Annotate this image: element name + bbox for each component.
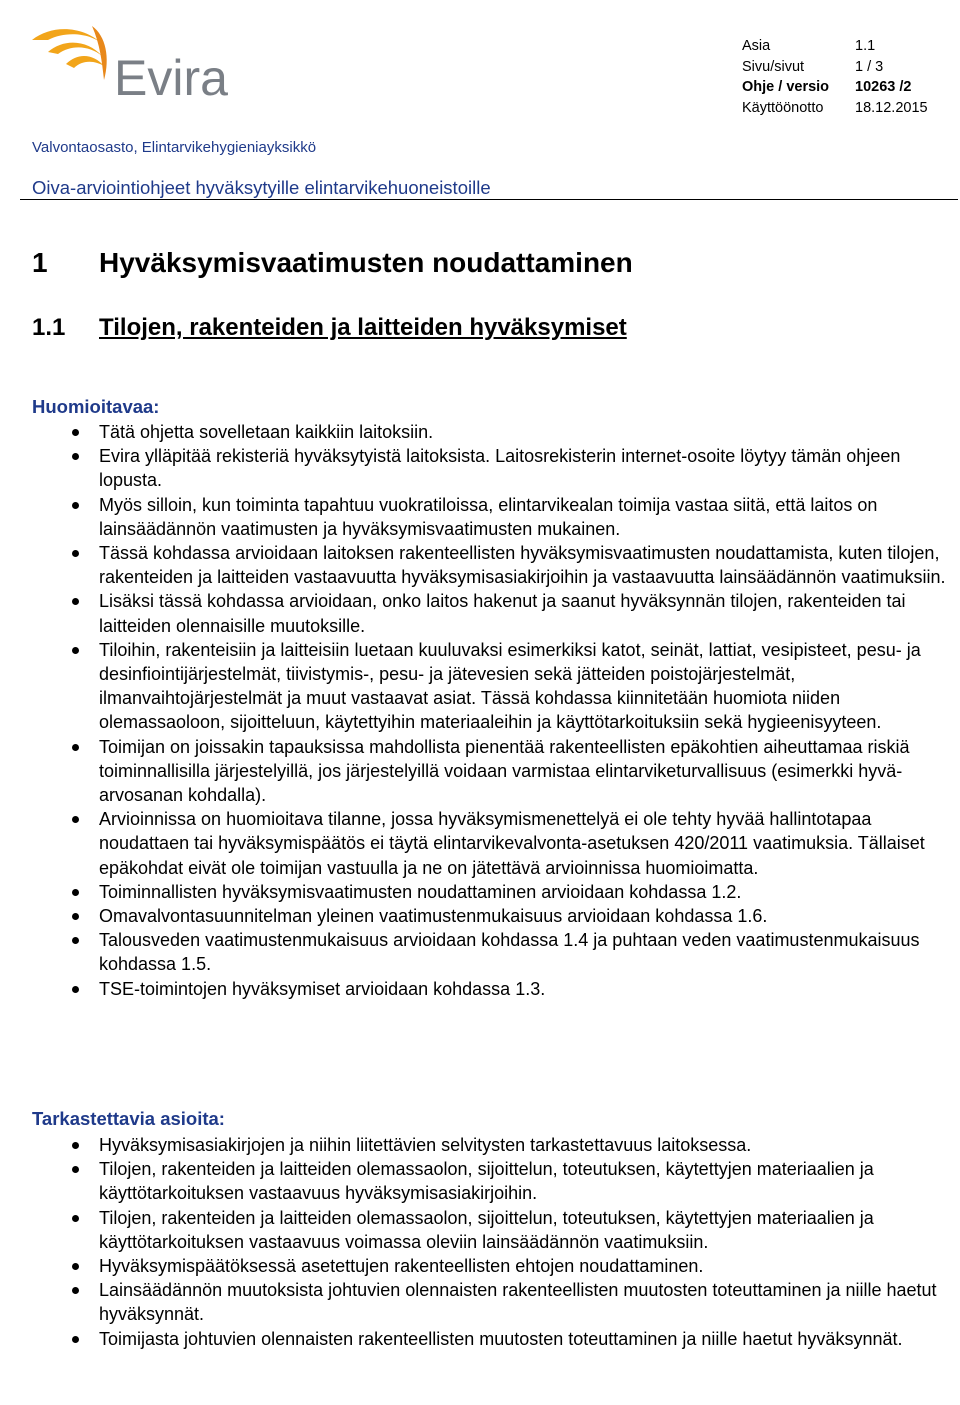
logo-wordmark: Evira: [114, 50, 228, 102]
checks-label: Tarkastettavia asioita:: [32, 1108, 225, 1129]
list-item: Evira ylläpitää rekisteriä hyväksytyistä laitoksista. Laitosrekisterin internet-osoite löytyy tämän ohjeen lopusta.: [32, 444, 947, 492]
list-item: Toimijan on joissakin tapauksissa mahdollista pienentää rakenteellisten epäkohtien aiheuttamaa riskiä toiminnallisilla järjestelyillä, jos järjestelyillä voidaan varmistaa elintarviketurvallisuus (esimerkki hyvä-arvosanan kohdalla).: [32, 735, 947, 808]
meta-value: 1 / 3: [855, 58, 884, 75]
list-item: Arvioinnissa on huomioitava tilanne, jossa hyväksymismenettelyä ei ole tehty hyvää hallintotapaa noudattaen tai hyväksymispäätös ei täytä elintarvikevalvonta-asetuksen 420/2011 vaatimuksia. Tällaiset epäkohdat eivät ole toimijan vastuulla ja ne on jätettävä arvioinnissa huomioimatta.: [32, 807, 947, 880]
list-item: Toimijasta johtuvien olennaisten rakenteellisten muutosten toteuttaminen ja niille haetut hyväksynnät.: [32, 1327, 947, 1351]
meta-key: Sivu/sivut: [742, 58, 805, 75]
heading-1: [32, 247, 633, 279]
meta-row-date: [742, 98, 928, 119]
list-item: Omavalvontasuunnitelman yleinen vaatimustenmukaisuus arvioidaan kohdassa 1.6.: [32, 904, 947, 928]
list-item: Tilojen, rakenteiden ja laitteiden olemassaolon, sijoittelun, toteutuksen, käytettyjen materiaalien ja käyttötarkoituksen vastaavuus hyväksymisasiakirjoihin.: [32, 1157, 947, 1205]
logo-swoosh-icon: [32, 26, 107, 80]
list-item: Tiloihin, rakenteisiin ja laitteisiin luetaan kuuluvaksi esimerkiksi katot, seinät, lattiat, vesipisteet, pesu- ja desinfiointijärjestelmät, tiivistymis-, pesu- ja jätevesien sekä jätteiden poistojärjestelmät, ilmanvaihtojärjestelmät ja muut vastaavat asiat. Tässä kohdassa kiinnitetään huomiota niiden olemassaoloon, sijoitteluun, käytettyihin materiaaleihin ja käyttötarkoituksiin sekä hygieenisyyteen.: [32, 638, 947, 735]
meta-row-version: [742, 77, 928, 98]
heading-1-title: Hyväksymisvaatimusten noudattaminen: [99, 247, 633, 278]
notes-list: [32, 420, 947, 1001]
meta-key: Käyttöönotto: [742, 99, 824, 116]
document-meta: [742, 36, 928, 118]
notes-label: Huomioitavaa:: [32, 396, 160, 417]
list-item: Toiminnallisten hyväksymisvaatimusten noudattaminen arvioidaan kohdassa 1.2.: [32, 880, 947, 904]
document-subtitle: Oiva-arviointiohjeet hyväksytyille elintarvikehuoneistoille: [32, 177, 491, 198]
list-item: Lainsäädännön muutoksista johtuvien olennaisten rakenteellisten muutosten toteuttaminen ja niille haetut hyväksynnät.: [32, 1278, 947, 1326]
list-item: TSE-toimintojen hyväksymiset arvioidaan kohdassa 1.3.: [32, 977, 947, 1001]
meta-value: 1.1: [855, 38, 876, 54]
meta-key: Ohje / versio: [742, 79, 830, 95]
list-item: Tätä ohjetta sovelletaan kaikkiin laitoksiin.: [32, 420, 947, 444]
department-name: Valvontaosasto, Elintarvikehygieniayksikkö: [32, 139, 317, 156]
meta-value: 10263 /2: [855, 79, 912, 95]
meta-row-pages: [742, 57, 928, 78]
heading-1-number: 1: [32, 247, 48, 278]
meta-row-asia: [742, 36, 928, 57]
heading-2: [32, 314, 627, 342]
list-item: Hyväksymisasiakirjojen ja niihin liitettävien selvitysten tarkastettavuus laitoksessa.: [32, 1133, 947, 1157]
list-item: Hyväksymispäätöksessä asetettujen rakenteellisten ehtojen noudattaminen.: [32, 1254, 947, 1278]
header-divider: [20, 199, 958, 200]
evira-logo: [22, 22, 272, 102]
heading-2-number: 1.1: [32, 314, 66, 341]
checks-list: [32, 1133, 947, 1351]
heading-2-title: Tilojen, rakenteiden ja laitteiden hyväksymiset: [99, 314, 627, 341]
list-item: Tässä kohdassa arvioidaan laitoksen rakenteellisten hyväksymisvaatimusten noudattamista, kuten tilojen, rakenteiden ja laitteiden vastaavuutta hyväksymisasiakirjoihin ja vastaavuutta lainsäädännön vaatimuksiin.: [32, 541, 947, 589]
list-item: Myös silloin, kun toiminta tapahtuu vuokratiloissa, elintarvikealan toimija vastaa siitä, että laitos on lainsäädännön vaatimusten ja hyväksymisvaatimusten mukainen.: [32, 493, 947, 541]
list-item: Lisäksi tässä kohdassa arvioidaan, onko laitos hakenut ja saanut hyväksynnän tilojen, rakenteiden tai laitteiden olennaisille muutoksille.: [32, 589, 947, 637]
list-item: Tilojen, rakenteiden ja laitteiden olemassaolon, sijoittelun, toteutuksen, käytettyjen materiaalien ja käyttötarkoituksen vastaavuus voimassa oleviin lainsäädännön vaatimuksiin.: [32, 1206, 947, 1254]
meta-key: Asia: [742, 38, 771, 54]
list-item: Talousveden vaatimustenmukaisuus arvioidaan kohdassa 1.4 ja puhtaan veden vaatimustenmukaisuus kohdassa 1.5.: [32, 928, 947, 976]
meta-value: 18.12.2015: [855, 99, 928, 116]
